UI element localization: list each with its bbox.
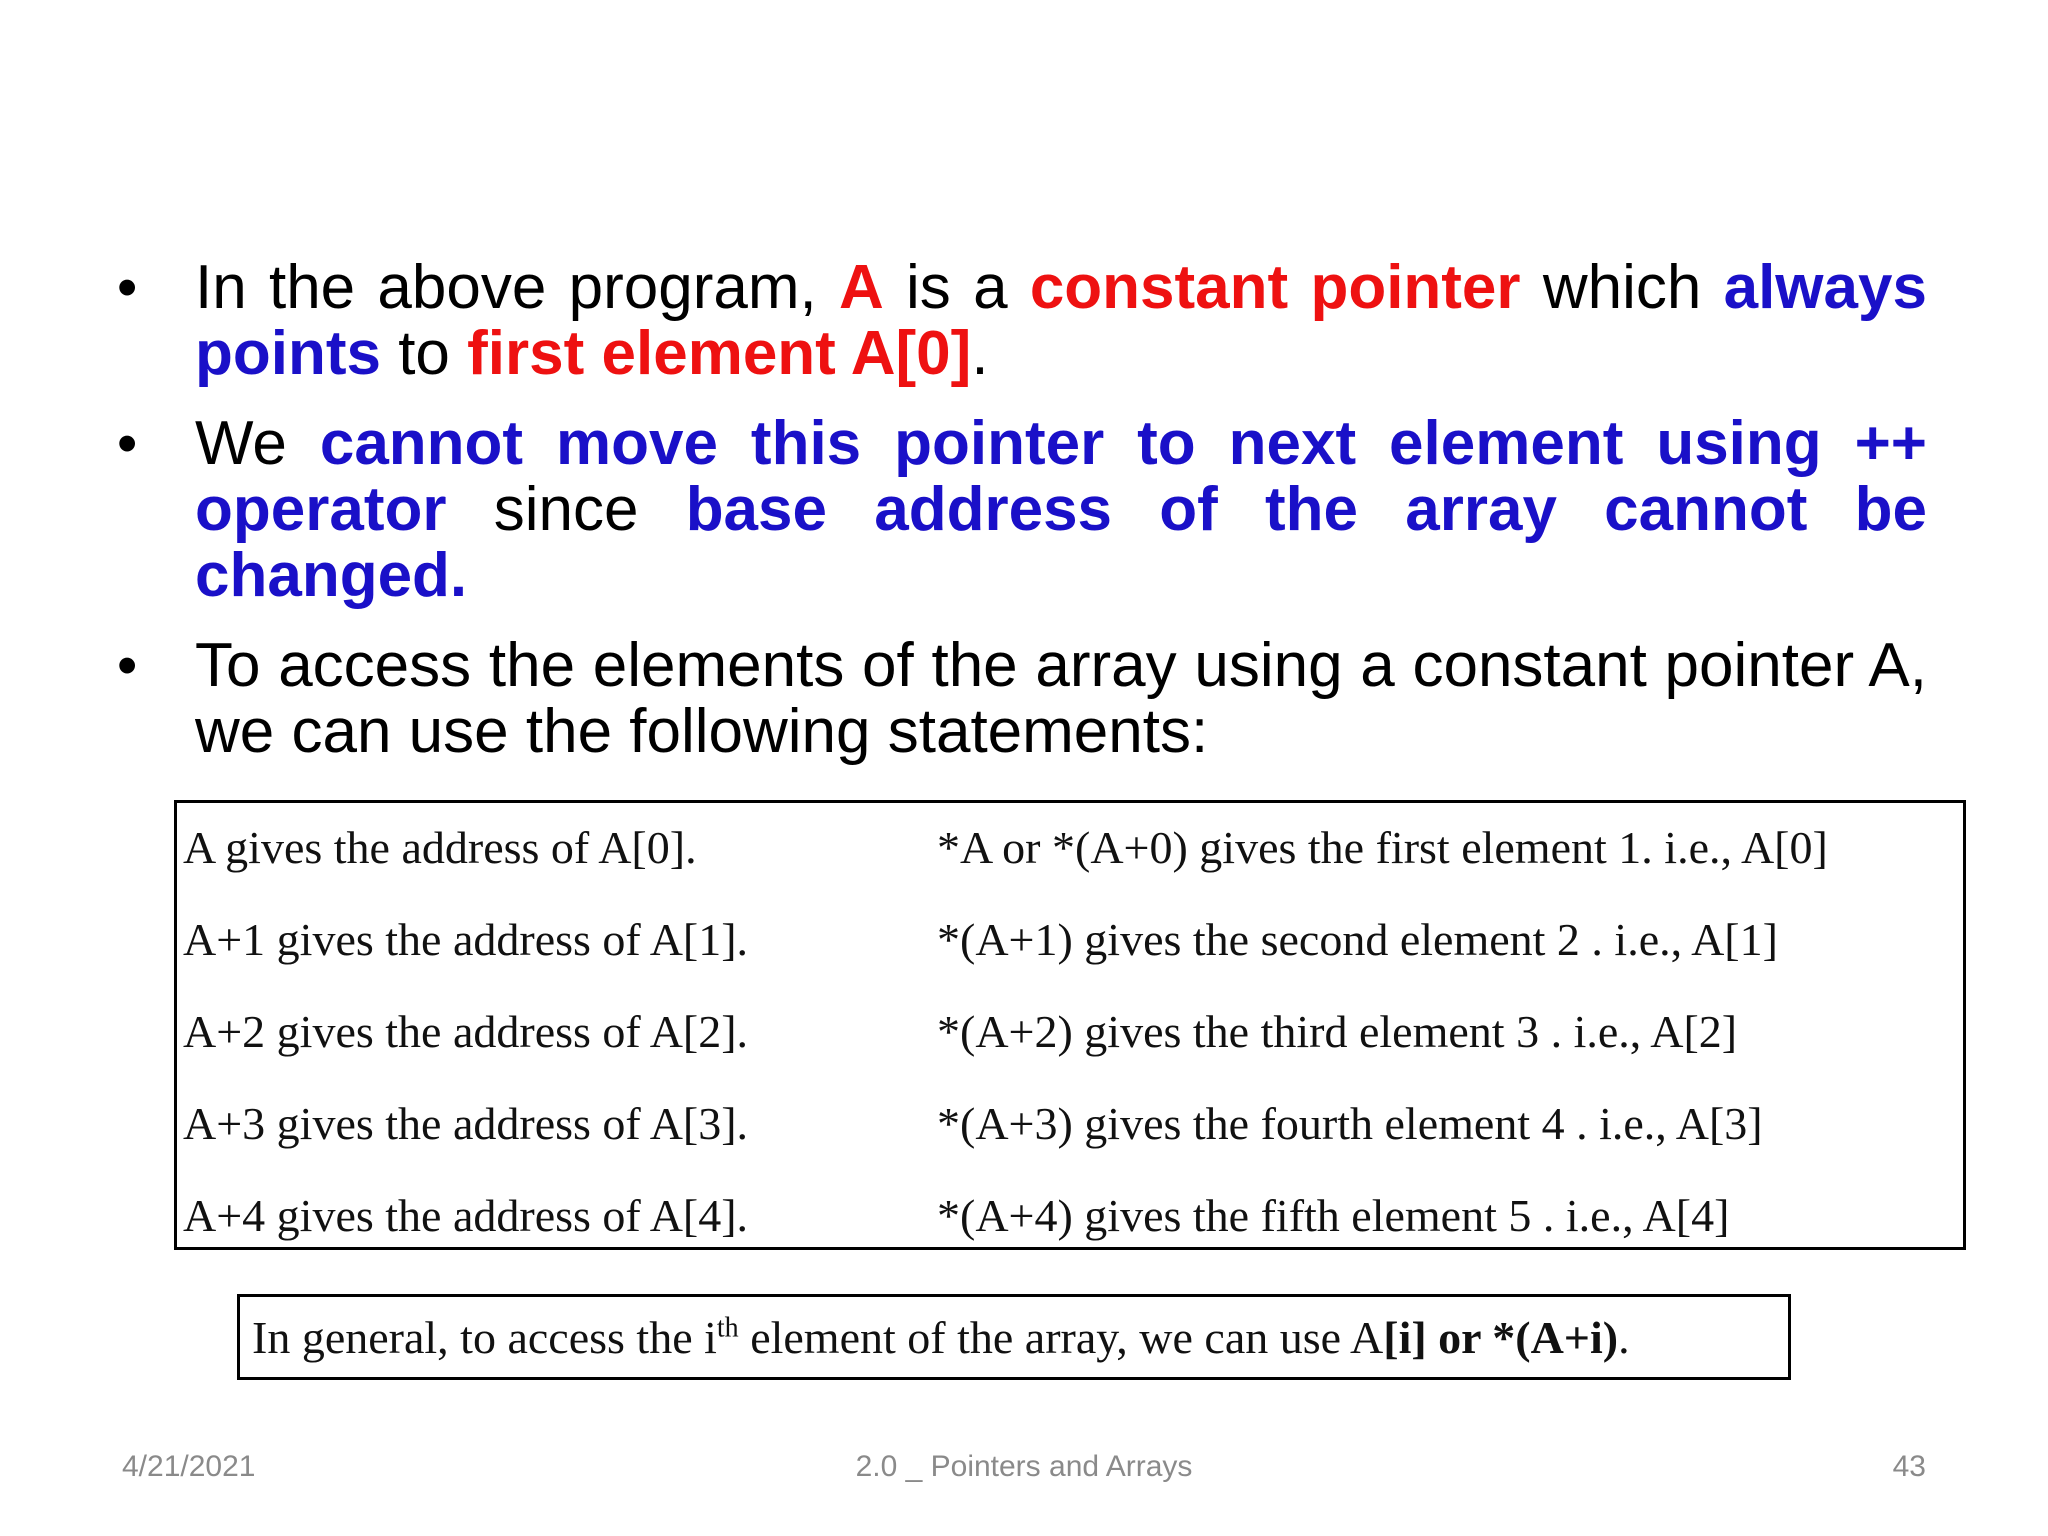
general-rule-box: In general, to access the $i^{th}$ element of the array, we can use A[i] or *(A+i). — [237, 1294, 1791, 1380]
statement-row — [183, 1097, 1957, 1157]
statement-row — [183, 1005, 1957, 1065]
statement-value: *(A+3) gives the fourth element 4 . i.e., A[3] — [937, 1098, 1763, 1149]
statement-address: A+3 gives the address of A[3]. — [183, 1098, 749, 1149]
bullet-item-1: • In the above program, A is a constant pointer which always points to first element A[0]. — [117, 253, 1927, 388]
footer-date: 4/21/2021 — [122, 1450, 256, 1483]
statement-value: *(A+2) gives the third element 3 . i.e., A[2] — [937, 1006, 1738, 1057]
bullet-dot-icon: • — [117, 633, 138, 698]
statement-row — [183, 821, 1957, 881]
bullet-dot-icon: • — [117, 411, 138, 476]
statements-box — [174, 800, 1966, 1250]
statement-address: A+2 gives the address of A[2]. — [183, 1006, 749, 1057]
bullet-item-3: • To access the elements of the array using a constant pointer A, we can use the following statements: — [117, 631, 1927, 766]
statement-address: A+1 gives the address of A[1]. — [183, 914, 749, 965]
footer-title: 2.0 _ Pointers and Arrays — [855, 1450, 1193, 1483]
statement-row — [183, 913, 1957, 973]
statement-value: *(A+1) gives the second element 2 . i.e., A[1] — [937, 914, 1778, 965]
statement-value: *A or *(A+0) gives the first element 1. i.e., A[0] — [937, 822, 1828, 873]
bullet-item-2: • We cannot move this pointer to next element using ++ operator since base address of the array cannot be changed. — [117, 409, 1928, 610]
bullet-dot-icon: • — [117, 255, 138, 320]
statement-address: A+4 gives the address of A[4]. — [183, 1190, 749, 1241]
statement-address: A gives the address of A[0]. — [183, 822, 697, 873]
bullet-list — [117, 255, 1927, 789]
footer-page-number: 43 — [1892, 1450, 1926, 1483]
statement-value: *(A+4) gives the fifth element 5 . i.e., A[4] — [937, 1190, 1730, 1241]
statement-row — [183, 1189, 1957, 1249]
